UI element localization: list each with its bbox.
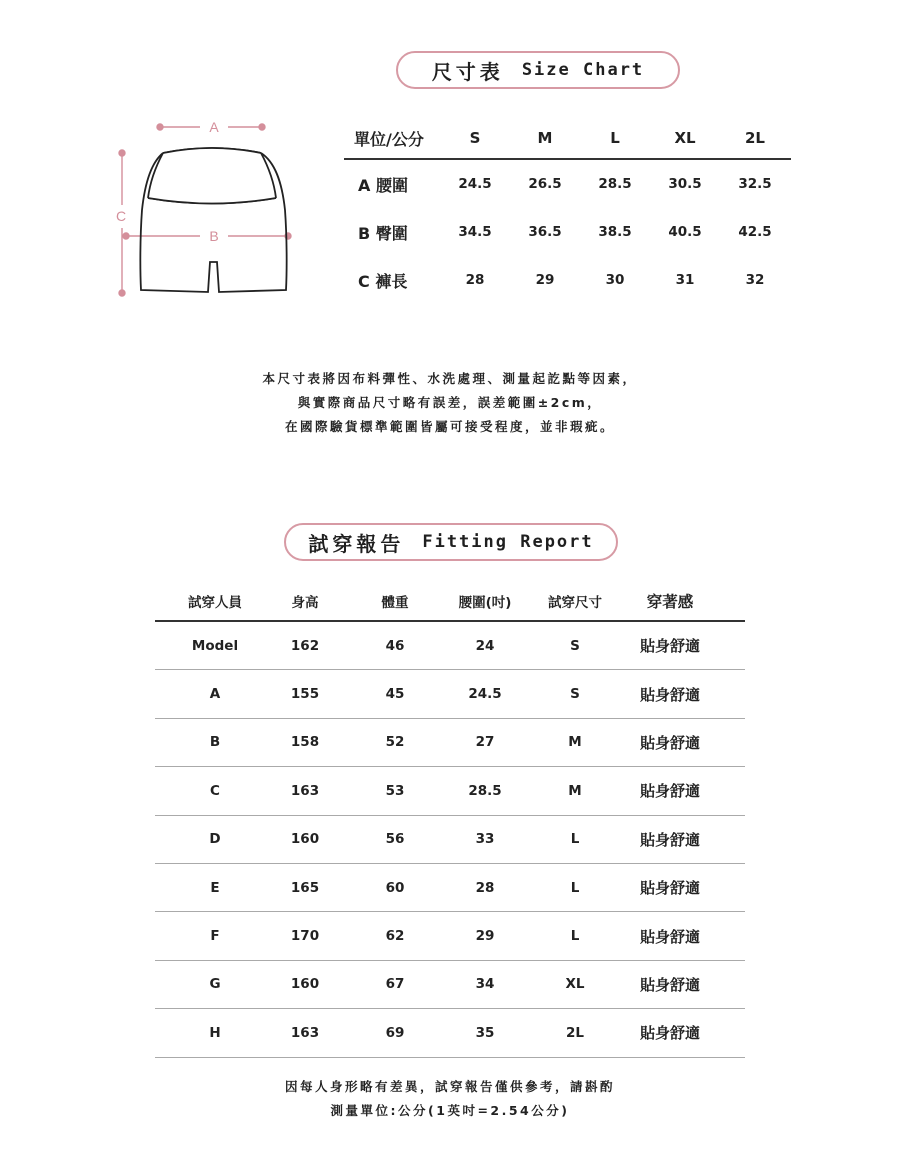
dimension-a-dot-left [157,124,163,130]
table-row [155,767,745,815]
size-value: 40.5 [668,224,702,240]
table-cell: 165 [290,879,320,896]
table-cell: 24.5 [468,686,502,703]
size-value: 36.5 [528,224,562,240]
size-value: 30 [605,272,625,288]
table-cell: 46 [385,637,405,654]
table-cell: M [568,782,582,799]
size-value: 28 [465,272,485,288]
table-cell: H [209,1024,221,1041]
table-cell: 貼身舒適 [639,975,700,994]
table-cell: 52 [385,734,405,751]
note-line-2: 與實際商品尺寸略有誤差，誤差範圍±2cm， [297,395,603,410]
size-row-label: C 褲長 [358,271,408,291]
header-cell: 身高 [291,595,319,611]
header-cell: 體重 [381,595,409,611]
table-cell: S [570,637,580,654]
table-cell: 170 [290,928,320,945]
table-cell: 62 [385,928,405,945]
table-cell: 貼身舒適 [639,782,700,801]
table-cell: 53 [385,782,405,799]
table-cell: 2L [566,1024,584,1041]
size-value: 34.5 [458,224,492,240]
size-value: 26.5 [528,176,562,192]
table-cell: B [209,734,221,751]
fitting-report-title-zh: 試穿報告 [308,531,405,556]
table-cell: 33 [475,831,495,848]
table-cell: 160 [290,831,320,848]
table-cell: 160 [290,976,320,993]
size-header-m: M [537,129,553,147]
table-cell: 60 [385,879,405,896]
size-row-length [344,256,791,304]
table-cell: 貼身舒適 [639,685,700,704]
size-value: 32.5 [738,176,772,192]
table-cell: 27 [475,734,495,751]
size-row-waist [344,160,791,208]
size-value: 42.5 [738,224,772,240]
size-header-s: S [469,129,481,147]
table-cell: E [210,879,220,896]
size-value: 38.5 [598,224,632,240]
note-line-1: 本尺寸表將因布料彈性、水洗處理、測量起訖點等因素， [262,371,638,386]
table-row [155,719,745,767]
size-value: 32 [745,272,765,288]
table-row [155,1009,745,1057]
footer-line-1: 因每人身形略有差異，試穿報告僅供參考，請斟酌 [284,1079,615,1094]
size-chart-title-en: Size Chart [521,60,645,80]
dimension-c-dot-top [119,150,125,156]
table-cell: L [570,831,580,848]
fitting-report-title-pill [284,523,618,561]
table-cell: 24 [475,637,495,654]
table-cell: XL [565,976,585,993]
dimension-a-label: A [209,119,219,135]
table-cell: 貼身舒適 [639,733,700,752]
table-cell: 35 [475,1024,495,1041]
shorts-diagram [100,110,310,310]
table-row [155,670,745,718]
table-cell: 67 [385,976,405,993]
unit-label: 單位/公分 [354,129,424,149]
table-cell: L [570,879,580,896]
fitting-table-header [155,582,745,622]
size-value: 30.5 [668,176,702,192]
table-cell: 貼身舒適 [639,927,700,946]
table-cell: 29 [475,928,495,945]
header-cell: 腰圍(吋) [458,595,512,611]
size-row-label: A 腰圍 [358,175,408,195]
size-header-2l: 2L [745,129,765,147]
size-row-label: B 臀圍 [358,223,408,243]
size-value: 24.5 [458,176,492,192]
table-cell: D [209,831,221,848]
table-cell: 163 [290,782,320,799]
table-cell: G [209,976,221,993]
size-row-hip [344,208,791,256]
dimension-a-dot-right [259,124,265,130]
table-cell: 45 [385,686,405,703]
table-cell: Model [191,637,239,654]
size-value: 31 [675,272,695,288]
table-cell: C [210,782,220,799]
dimension-c-label: C [115,208,127,224]
table-cell: 158 [290,734,320,751]
fitting-table [155,582,745,1058]
table-cell: 69 [385,1024,405,1041]
table-row [155,864,745,912]
table-cell: 貼身舒適 [639,637,700,656]
size-header-l: L [610,129,620,147]
table-row [155,912,745,960]
header-cell: 試穿尺寸 [548,595,602,611]
waistband-fill [148,148,276,204]
table-cell: 貼身舒適 [639,830,700,849]
size-chart-title-zh: 尺寸表 [431,59,504,84]
header-cell: 試穿人員 [188,595,242,611]
dimension-b-label: B [209,228,219,244]
table-cell: F [210,928,220,945]
dimension-c-dot-bottom [119,290,125,296]
table-cell: 28.5 [468,782,502,799]
dimension-b-dot-left [123,233,129,239]
note-line-3: 在國際驗貨標準範圍皆屬可接受程度，並非瑕疵。 [284,419,615,434]
size-table [344,118,791,304]
size-chart-title-pill [396,51,680,89]
table-cell: 56 [385,831,405,848]
fitting-report-title-en: Fitting Report [422,532,594,552]
size-value: 28.5 [598,176,632,192]
size-table-header [344,118,791,160]
header-cell: 穿著感 [646,593,694,611]
footer-line-2: 測量單位:公分(1英吋=2.54公分) [330,1103,570,1118]
size-value: 29 [535,272,555,288]
table-cell: 34 [475,976,495,993]
table-row [155,816,745,864]
table-cell: M [568,734,582,751]
table-cell: 28 [475,879,495,896]
table-cell: 貼身舒適 [639,1024,700,1043]
table-cell: 162 [290,637,320,654]
table-row [155,961,745,1009]
table-cell: 163 [290,1024,320,1041]
table-row [155,622,745,670]
table-cell: 貼身舒適 [639,879,700,898]
table-cell: A [209,686,221,703]
size-header-xl: XL [674,129,696,147]
table-cell: L [570,928,580,945]
table-cell: 155 [290,686,320,703]
table-cell: S [570,686,580,703]
